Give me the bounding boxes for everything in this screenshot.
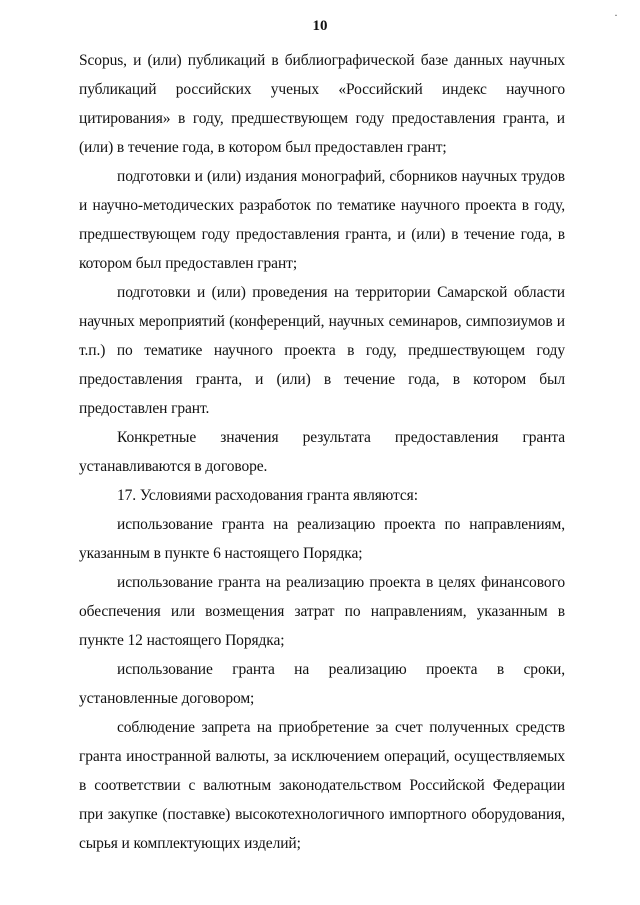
paragraph-condition-deadlines: использование гранта на реализацию проекта в сроки, установленные договором; — [79, 661, 565, 707]
paragraph-item-17: 17. Условиями расходования гранта являются: — [117, 487, 418, 504]
paragraph-condition-currency: соблюдение запрета на приобретение за счет полученных средств гранта иностранной валюты, за исключением операций, осуществляемых в соответствии с валютным законодательством Российской Федерации при закупке (поставке) высокотехнологичного импортного оборудования, сырья и комплектующих изделий; — [79, 719, 565, 852]
paragraph-result-values: Конкретные значения результата предоставления гранта устанавливаются в договоре. — [79, 429, 565, 475]
paragraph-events: подготовки и (или) проведения на территории Самарской области научных мероприятий (конференций, научных семинаров, симпозиумов и т.п.) по тематике научного проекта в году, предшествующем году предоставления гранта, и (или) в течение года, в котором был предоставлен грант. — [79, 284, 565, 417]
document-body — [79, 46, 565, 858]
paragraph-monographs: подготовки и (или) издания монографий, сборников научных трудов и научно-методических разработок по тематике научного проекта в году, предшествующем году предоставления гранта, и (или) в течение года, в котором был предоставлен грант; — [79, 168, 565, 272]
paragraph-continuation: Scopus, и (или) публикаций в библиографической базе данных научных публикаций российских ученых «Российский индекс научного цитирования» в году, предшествующем году предоставления гранта, и (или) в течение года, в котором был предоставлен грант; — [79, 52, 565, 156]
paragraph-condition-directions: использование гранта на реализацию проекта по направлениям, указанным в пункте 6 настоящего Порядка; — [79, 516, 565, 562]
scan-mark: · — [614, 8, 618, 22]
page-number: 10 — [312, 18, 328, 34]
paragraph-condition-financing: использование гранта на реализацию проекта в целях финансового обеспечения или возмещения затрат по направлениям, указанным в пункте 12 настоящего Порядка; — [79, 574, 565, 649]
